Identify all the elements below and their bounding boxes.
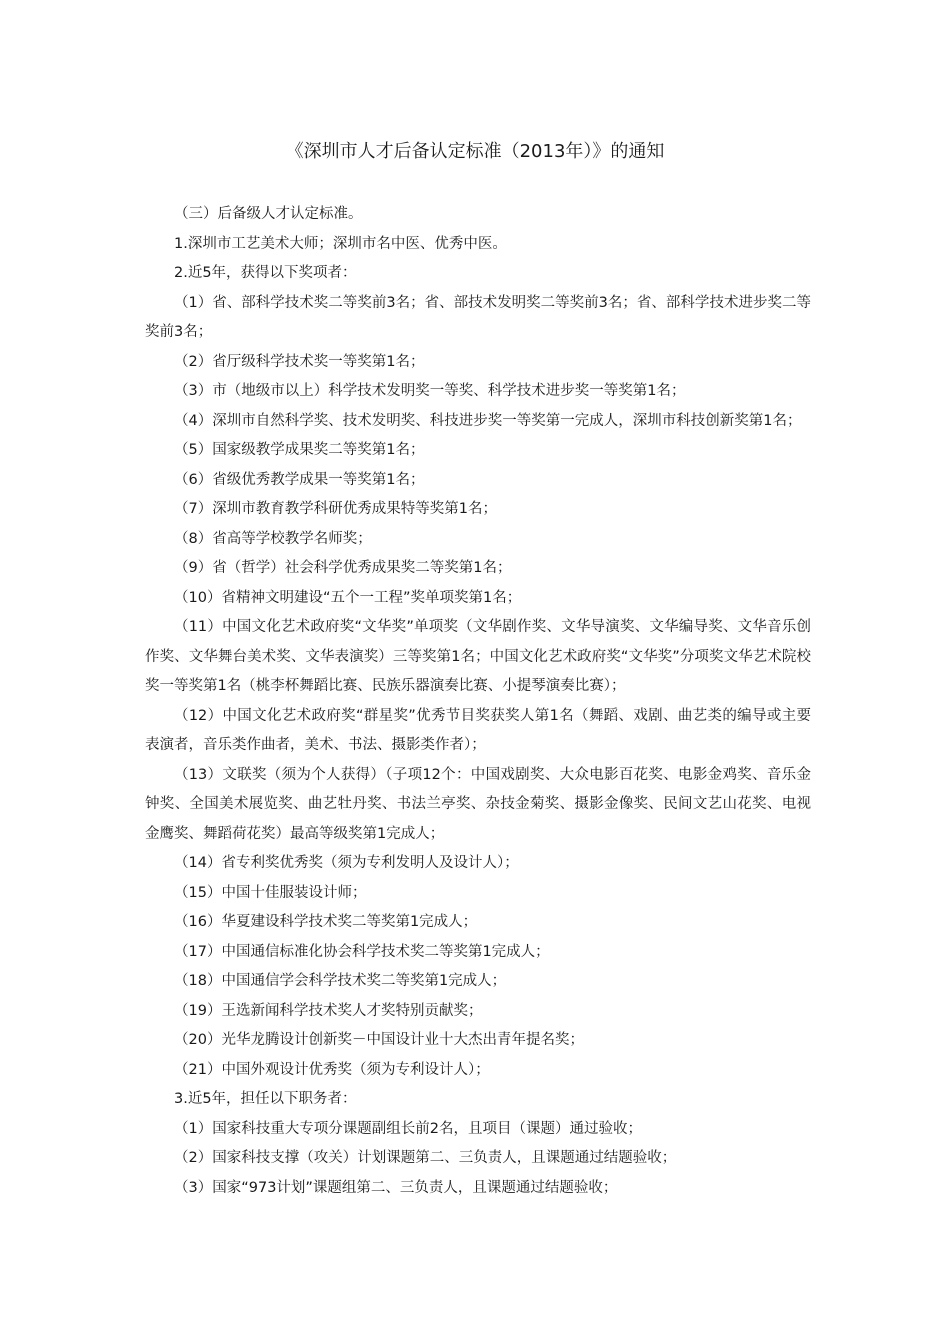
paragraph: （5）国家级教学成果奖二等奖第1名； — [174, 442, 425, 458]
paragraph: （12）中国文化艺术政府奖“群星奖”优秀节目奖获奖人第1名（舞蹈、戏剧、曲艺类的编导或主要表演者，音乐类作曲者，美术、书法、摄影类作者）； — [145, 707, 811, 753]
paragraph: （15）中国十佳服装设计师； — [174, 884, 367, 901]
paragraph: （1）国家科技重大专项分课题副组长前2名，且项目（课题）通过验收； — [174, 1120, 642, 1137]
paragraph: （4）深圳市自然科学奖、技术发明奖、科技进步奖一等奖第一完成人，深圳市科技创新奖第1名； — [174, 412, 802, 429]
paragraph: （6）省级优秀教学成果一等奖第1名； — [174, 471, 425, 488]
paragraph: （20）光华龙腾设计创新奖－中国设计业十大杰出青年提名奖； — [174, 1032, 584, 1048]
paragraph: （3）市（地级市以上）科学技术发明奖一等奖、科学技术进步奖一等奖第1名； — [174, 383, 686, 399]
paragraph: 3.近5年，担任以下职务者： — [174, 1091, 357, 1107]
paragraph: （1）省、部科学技术奖二等奖前3名；省、部技术发明奖二等奖前3名；省、部科学技术进步奖二等奖前3名； — [145, 294, 811, 340]
paragraph: （7）深圳市教育教学科研优秀成果特等奖第1名； — [174, 501, 497, 517]
paragraph: 1.深圳市工艺美术大师；深圳市名中医、优秀中医。 — [174, 235, 507, 252]
paragraph: （18）中国通信学会科学技术奖二等奖第1完成人； — [174, 973, 507, 989]
paragraph: （2）国家科技支撑（攻关）计划课题第二、三负责人，且课题通过结题验收； — [174, 1150, 677, 1166]
document-body — [145, 200, 811, 1203]
paragraph: （19）王选新闻科学技术奖人才奖特别贡献奖； — [174, 1002, 483, 1019]
document-title: 《深圳市人才后备认定标准（2013年）》的通知 — [285, 141, 665, 162]
paragraph: （13）文联奖（须为个人获得）（子项12个：中国戏剧奖、大众电影百花奖、电影金鸡奖、音乐金钟奖、全国美术展览奖、曲艺牡丹奖、书法兰亭奖、杂技金菊奖、摄影金像奖、民间文艺山花奖、电视金鹰奖、舞蹈荷花奖）最高等级奖第1完成人； — [145, 766, 811, 842]
paragraph: （14）省专利奖优秀奖（须为专利发明人及设计人）； — [174, 855, 519, 871]
paragraph: （2）省厅级科学技术奖一等奖第1名； — [174, 353, 425, 370]
paragraph: （10）省精神文明建设“五个一工程”奖单项奖第1名； — [174, 589, 522, 606]
paragraph: （3）国家“973计划”课题组第二、三负责人，且课题通过结题验收； — [174, 1179, 618, 1196]
paragraph: （8）省高等学校教学名师奖； — [174, 530, 372, 547]
paragraph: （17）中国通信标准化协会科学技术奖二等奖第1完成人； — [174, 943, 550, 960]
paragraph: （9）省（哲学）社会科学优秀成果奖二等奖第1名； — [174, 560, 512, 576]
paragraph: （16）华夏建设科学技术奖二等奖第1完成人； — [174, 914, 478, 930]
paragraph: 2.近5年，获得以下奖项者： — [174, 265, 357, 281]
paragraph: （21）中国外观设计优秀奖（须为专利设计人）； — [174, 1061, 490, 1078]
paragraph: （三）后备级人才认定标准。 — [174, 206, 363, 222]
paragraph: （11）中国文化艺术政府奖“文华奖”单项奖（文华剧作奖、文华导演奖、文华编导奖、文华音乐创作奖、文华舞台美术奖、文华表演奖）三等奖第1名；中国文化艺术政府奖“文华奖”分项奖文华艺术院校奖一等奖第1名（桃李杯舞蹈比赛、民族乐器演奏比赛、小提琴演奏比赛）； — [145, 619, 811, 694]
